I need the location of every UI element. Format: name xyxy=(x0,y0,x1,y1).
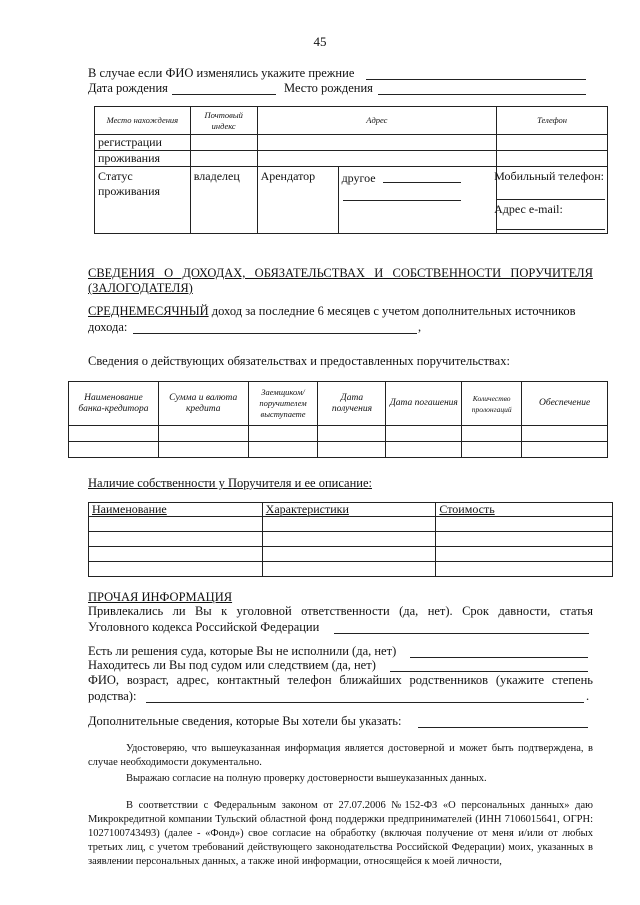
registration-phone-cell[interactable] xyxy=(497,135,608,151)
fio-change-field[interactable] xyxy=(366,79,586,80)
cell[interactable] xyxy=(248,442,318,458)
cell[interactable] xyxy=(436,532,613,547)
header-bank: Наименование банка-кредитора xyxy=(69,382,159,426)
cell[interactable] xyxy=(89,532,263,547)
table-row xyxy=(89,562,613,577)
cell[interactable] xyxy=(522,442,608,458)
mobile-label: Мобильный телефон: xyxy=(494,169,604,183)
header-role: Заемщиком/ поручителем выступаете xyxy=(248,382,318,426)
cell[interactable] xyxy=(69,442,159,458)
cell[interactable] xyxy=(262,532,436,547)
income-field[interactable] xyxy=(133,333,417,334)
cell[interactable] xyxy=(436,547,613,562)
status-tenant[interactable]: Арендатор xyxy=(258,167,339,233)
cell[interactable] xyxy=(462,426,522,442)
consent-paragraph: Выражаю согласие на полную проверку достоверности вышеуказанных данных. xyxy=(126,773,487,784)
property-heading: Наличие собственности у Поручителя и ее описание: xyxy=(88,476,372,490)
status-other-line-2[interactable] xyxy=(343,200,461,201)
birth-date-label: Дата рождения xyxy=(88,81,168,95)
residence-index-cell[interactable] xyxy=(190,151,257,167)
header-collateral: Обеспечение xyxy=(522,382,608,426)
address-table xyxy=(94,106,608,234)
header-address: Адрес xyxy=(257,107,497,135)
header-date-received: Дата получения xyxy=(318,382,386,426)
criminal-question-cont: Уголовного кодекса Российской Федерации xyxy=(88,620,320,634)
fio-change-label: В случае если ФИО изменялись укажите прежние xyxy=(88,66,355,80)
status-options-cell xyxy=(257,167,497,234)
additional-field[interactable] xyxy=(418,727,588,728)
personal-data-paragraph: В соответствии с Федеральным законом от 27.07.2006 №152-ФЗ «О персональных данных» даю Микрокредитной компании Тульский областной фонд поддержки предпринимателей (ИНН 7106015641, ОГРН: 1027100743493) (далее - «Фонд») свое согласие на обработку (включая получение от меня и/или от любых третьих лиц, с учетом требований действующего законодательства Российской Федерации) моих, указанных в заявлении персональных данных, а также иной информации, относящейся к моей личности, xyxy=(88,800,593,867)
additional-question: Дополнительные сведения, которые Вы хотели бы указать: xyxy=(88,714,402,728)
status-other-box[interactable] xyxy=(339,167,497,233)
income-label: дохода: xyxy=(88,320,128,334)
header-cost: Стоимость xyxy=(436,503,613,517)
cell[interactable] xyxy=(69,426,159,442)
cell[interactable] xyxy=(89,562,263,577)
cell[interactable] xyxy=(522,426,608,442)
avg-income-line xyxy=(88,304,576,319)
cell[interactable] xyxy=(386,442,462,458)
income-heading: СВЕДЕНИЯ О ДОХОДАХ, ОБЯЗАТЕЛЬСТВАХ И СОБСТВЕННОСТИ ПОРУЧИТЕЛЯ (ЗАЛОГОДАТЕЛЯ) xyxy=(88,266,593,295)
cell[interactable] xyxy=(89,517,263,532)
mobile-field[interactable] xyxy=(497,199,605,200)
obligations-heading: Сведения о действующих обязательствах и предоставленных поручительствах: xyxy=(88,354,510,368)
page-number: 45 xyxy=(313,34,327,49)
cell[interactable] xyxy=(436,517,613,532)
cell[interactable] xyxy=(318,442,386,458)
status-label: Статус проживания xyxy=(95,167,191,234)
relatives-field[interactable] xyxy=(146,702,584,703)
birth-place-label: Место рождения xyxy=(284,81,373,95)
cell[interactable] xyxy=(462,442,522,458)
table-row xyxy=(69,426,608,442)
cell[interactable] xyxy=(436,562,613,577)
property-table xyxy=(88,502,613,577)
cell[interactable] xyxy=(262,517,436,532)
table-row xyxy=(89,517,613,532)
trial-field[interactable] xyxy=(390,671,588,672)
obligations-table xyxy=(68,381,608,458)
cell[interactable] xyxy=(248,426,318,442)
relatives-dot: . xyxy=(586,689,590,703)
certify-paragraph: Удостоверяю, что вышеуказанная информация является достоверной и может быть подтверждена, в случае необходимости документально. xyxy=(88,743,593,768)
cell[interactable] xyxy=(89,547,263,562)
cell[interactable] xyxy=(318,426,386,442)
header-postal-index: Почтовый индекс xyxy=(190,107,257,135)
header-phone: Телефон xyxy=(497,107,608,135)
relatives-question: ФИО, возраст, адрес, контактный телефон ближайших родственников (укажите степень xyxy=(88,673,593,687)
status-other: другое xyxy=(341,171,376,185)
cell[interactable] xyxy=(262,547,436,562)
header-name: Наименование xyxy=(89,503,263,517)
table-row xyxy=(69,442,608,458)
email-field[interactable] xyxy=(497,229,605,230)
criminal-field[interactable] xyxy=(334,633,589,634)
table-row xyxy=(89,547,613,562)
relatives-question-cont: родства): xyxy=(88,689,137,703)
table-row xyxy=(89,532,613,547)
cell[interactable] xyxy=(262,562,436,577)
row-residence: проживания xyxy=(95,151,191,167)
birth-place-field[interactable] xyxy=(378,94,586,95)
row-registration: регистрации xyxy=(95,135,191,151)
status-owner[interactable]: владелец xyxy=(190,167,257,234)
criminal-question: Привлекались ли Вы к уголовной ответственности (да, нет). Срок давности, статья xyxy=(88,604,593,618)
registration-address-cell[interactable] xyxy=(257,135,497,151)
header-date-repaid: Дата погашения xyxy=(386,382,462,426)
status-other-line-1[interactable] xyxy=(383,182,461,183)
registration-index-cell[interactable] xyxy=(190,135,257,151)
residence-phone-cell[interactable] xyxy=(497,151,608,167)
avg-income-word: СРЕДНЕМЕСЯЧНЫЙ xyxy=(88,304,209,318)
income-comma: , xyxy=(418,320,422,334)
court-question: Есть ли решения суда, которые Вы не исполнили (да, нет) xyxy=(88,644,397,658)
residence-address-cell[interactable] xyxy=(257,151,497,167)
cell[interactable] xyxy=(386,426,462,442)
other-heading: ПРОЧАЯ ИНФОРМАЦИЯ xyxy=(88,590,233,604)
cell[interactable] xyxy=(158,442,248,458)
email-label: Адрес e-mail: xyxy=(494,202,563,216)
cell[interactable] xyxy=(158,426,248,442)
header-location: Место нахождения xyxy=(95,107,191,135)
contacts-cell xyxy=(494,167,608,234)
header-characteristics: Характеристики xyxy=(262,503,436,517)
trial-question: Находитесь ли Вы под судом или следствием (да, нет) xyxy=(88,658,376,672)
header-prolongations: Количество пролонгаций xyxy=(462,382,522,426)
header-amount: Сумма и валюта кредита xyxy=(158,382,248,426)
birth-date-field[interactable] xyxy=(172,94,276,95)
avg-income-rest: доход за последние 6 месяцев с учетом дополнительных источников xyxy=(211,304,576,318)
court-field[interactable] xyxy=(410,657,588,658)
